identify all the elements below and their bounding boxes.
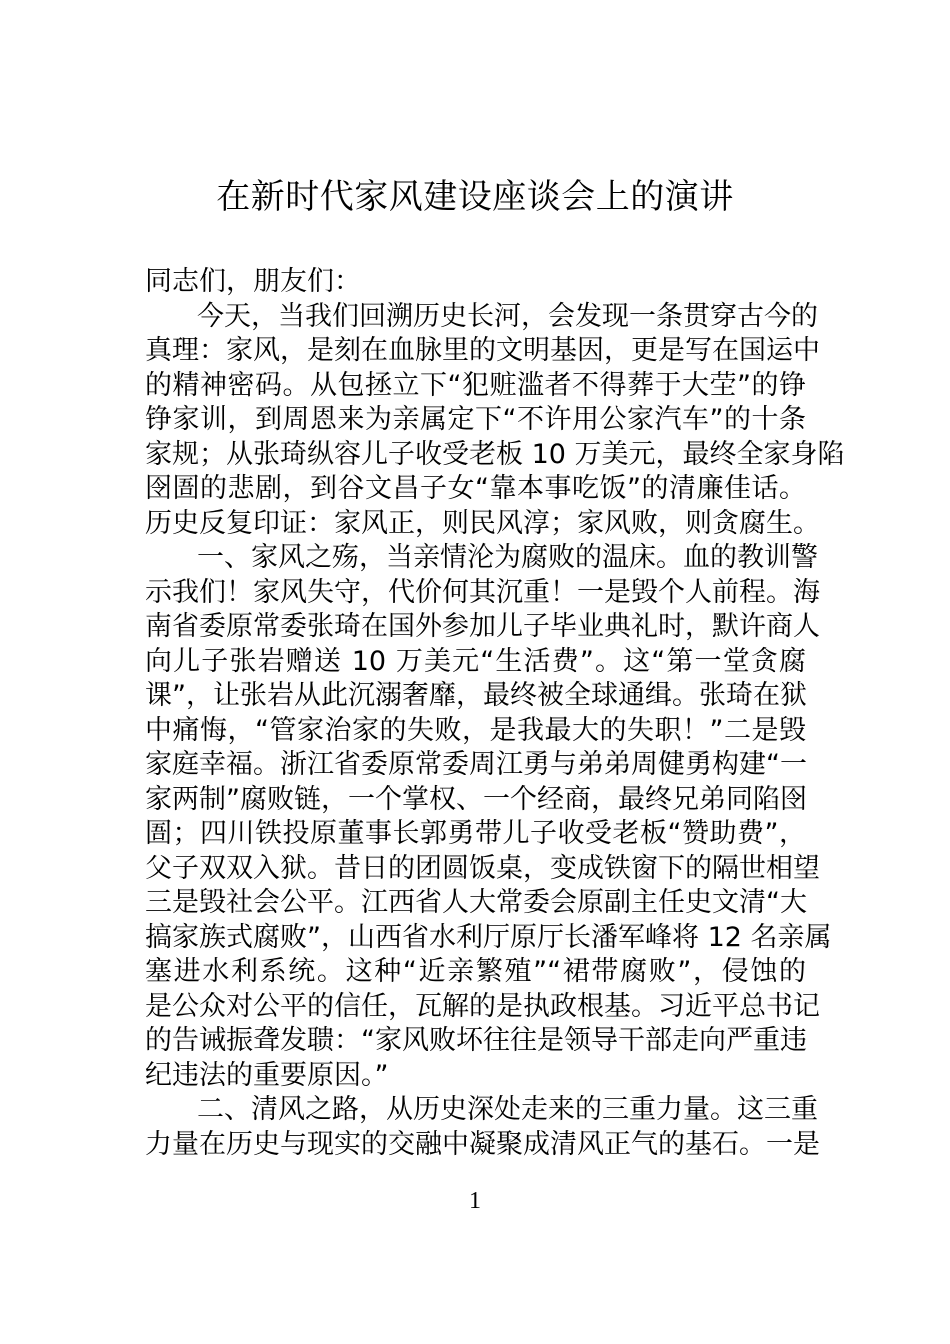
page-number: 1 <box>469 1188 481 1214</box>
paragraph-intro <box>145 300 845 542</box>
text-line: 示我们！家风失守，代价何其沉重！一是毁个人前程。海 <box>145 576 820 608</box>
text-line: 历史反复印证：家风正，则民风淳；家风败，则贪腐生。 <box>145 507 820 539</box>
text-line: 是公众对公平的信任，瓦解的是执政根基。习近平总书记 <box>145 990 820 1022</box>
text-line: 向儿子张岩赠送 10 万美元“生活费”。这“第一堂贪腐 <box>145 645 806 677</box>
text-line: 纪违法的重要原因。” <box>145 1059 389 1091</box>
paragraph-section-two <box>145 1093 820 1162</box>
text-line: 家规；从张琦纵容儿子收受老板 10 万美元，最终全家身陷 <box>145 438 845 470</box>
text-line: 中痛悔，“管家治家的失败，是我最大的失职！”二是毁 <box>145 714 806 746</box>
text-line: 力量在历史与现实的交融中凝聚成清风正气的基石。一是 <box>145 1128 820 1160</box>
text-line: 三是毁社会公平。江西省人大常委会原副主任史文清“大 <box>145 887 807 918</box>
text-line: 家两制”腐败链，一个掌权、一个经商，最终兄弟同陷囹 <box>145 783 807 815</box>
salutation: 同志们，朋友们： <box>145 266 361 297</box>
document-title: 在新时代家风建设座谈会上的演讲 <box>216 177 734 217</box>
text-line: 真理：家风，是刻在血脉里的文明基因，更是写在国运中 <box>145 335 820 366</box>
text-line: 家庭幸福。浙江省委原常委周江勇与弟弟周健勇构建“一 <box>145 749 807 780</box>
text-line: 南省委原常委张琦在国外参加儿子毕业典礼时，默许商人 <box>145 611 820 642</box>
text-line: 铮家训，到周恩来为亲属定下“不许用公家汽车”的十条 <box>145 404 806 435</box>
text-line: 父子双双入狱。昔日的团圆饭桌，变成铁窗下的隔世相望 <box>145 852 820 884</box>
text-line: 的告诫振聋发聩：“家风败坏往往是领导干部走向严重违 <box>145 1025 807 1056</box>
section-heading-line: 二、清风之路，从历史深处走来的三重力量。这三重 <box>197 1094 818 1125</box>
text-line: 囹圄的悲剧，到谷文昌子女“靠本事吃饭”的清廉佳话。 <box>145 473 806 504</box>
section-heading-line: 一、家风之殇，当亲情沦为腐败的温床。血的教训警 <box>197 542 818 573</box>
paragraph-section-one <box>145 541 832 1093</box>
text-line: 圄；四川铁投原董事长郭勇带儿子收受老板“赞助费”， <box>145 818 806 849</box>
text-line: 课”，让张岩从此沉溺奢靡，最终被全球通缉。张琦在狱 <box>145 680 807 711</box>
text-line: 搞家族式腐败”，山西省水利厅原厅长潘军峰将 12 名亲属 <box>145 921 832 953</box>
text-line: 的精神密码。从包拯立下“犯赃滥者不得葬于大茔”的铮 <box>145 369 806 401</box>
document-body <box>145 265 845 1162</box>
text-line: 塞进水利系统。这种“近亲繁殖”“裙带腐败”，侵蚀的 <box>145 956 806 987</box>
text-line: 今天，当我们回溯历史长河，会发现一条贯穿古今的 <box>197 300 818 332</box>
